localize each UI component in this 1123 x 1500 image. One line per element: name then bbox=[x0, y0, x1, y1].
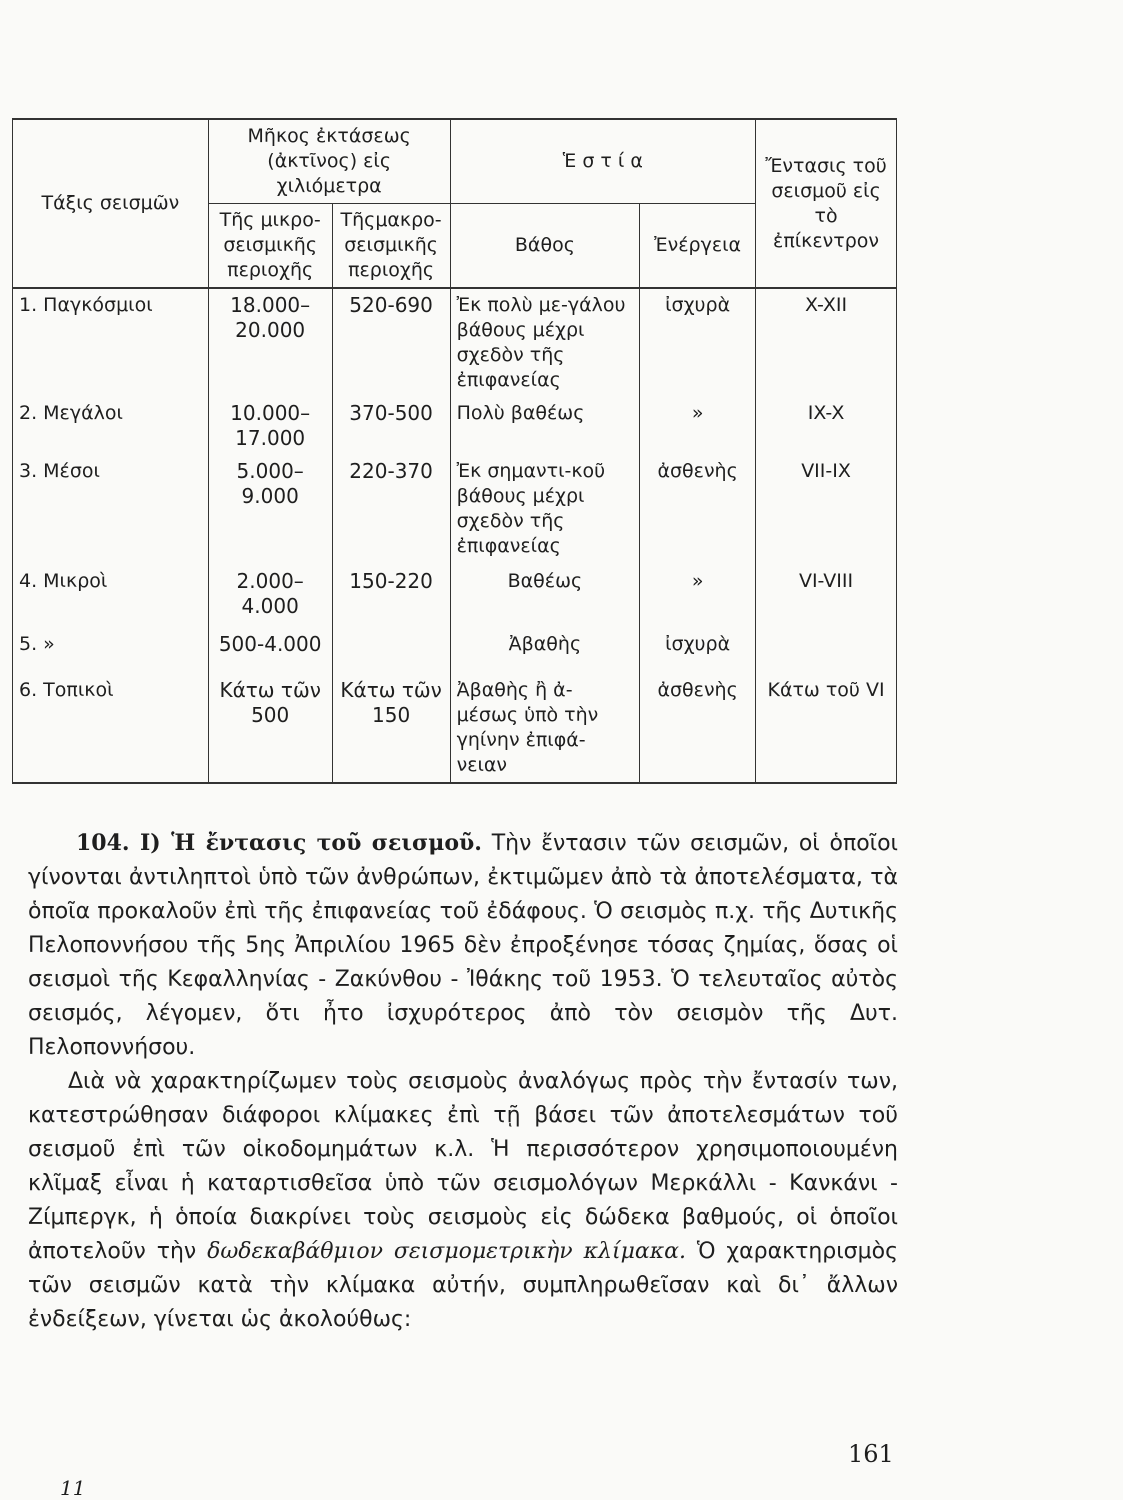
row-energy: ἀσθενὴς bbox=[640, 674, 756, 783]
paragraph-text: Διὰ νὰ χαρακτηρίζωμεν τοὺς σεισμοὺς ἀναλόγως πρὸς τὴν ἔντασίν των, κατεστρώθησαν διάφοροι κλίμακες ἐπὶ τῇ βάσει τῶν ἀποτελεσμάτων τοῦ σεισμοῦ ἐπὶ τῶν οἰκοδομημάτων κ.λ. Ἡ περισσότερον χρησιμοποιουμένη κλῖμαξ εἶναι ἡ καταρτισθεῖσα ὑπὸ τῶν σεισμολόγων Μερκάλλι - Κανκάνι - Ζίμπεργκ, ἡ ὁποία διακρίνει τοὺς σεισμοὺς εἰς δώδεκα βαθμούς, οἱ ὁποῖοι ἀποτελοῦν τὴν bbox=[28, 1069, 898, 1264]
row-micro: 500-4.000 bbox=[208, 628, 332, 674]
header-depth: Βάθος bbox=[450, 204, 640, 289]
row-class: 4. Μικροὶ bbox=[13, 565, 209, 628]
row-micro: 10.000– 17.000 bbox=[208, 397, 332, 455]
scale-term: δωδεκαβάθμιον σεισμομετρικὴν κλίμακα. bbox=[207, 1239, 686, 1264]
row-intensity: X-XII bbox=[756, 288, 897, 397]
row-energy: ἰσχυρὰ bbox=[640, 628, 756, 674]
row-class: 1. Παγκόσμιοι bbox=[13, 288, 209, 397]
row-intensity: Κάτω τοῦ VI bbox=[756, 674, 897, 783]
row-energy: » bbox=[640, 397, 756, 455]
row-macro bbox=[332, 628, 450, 674]
row-macro: 220-370 bbox=[332, 455, 450, 565]
paragraph-text: Τὴν ἔντασιν τῶν σεισμῶν, οἱ ὁποῖοι γίνονται ἀντιληπτοὶ ὑπὸ τῶν ἀνθρώπων, ἐκτιμῶμεν ἀπὸ τὰ ἀποτελέσματα, τὰ ὁποῖα προκαλοῦν ἐπὶ τῆς ἐπιφανείας τοῦ ἐδάφους. Ὁ σεισμὸς π.χ. τῆς Δυτικῆς Πελοποννήσου τῆς 5ης Ἀπριλίου 1965 δὲν ἐπροξένησε τόσας ζημίας, ὅσας οἱ σεισμοὶ τῆς Κεφαλληνίας - Ζακύνθου - Ἰθάκης τοῦ 1953. Ὁ τελευταῖος αὐτὸς σεισμός, λέγομεν, ὅτι ἦτο ἰσχυρότερος ἀπὸ τὸν σεισμὸν τῆς Δυτ. Πελοποννήσου. bbox=[28, 831, 899, 1060]
table-row bbox=[13, 288, 897, 397]
table-row bbox=[13, 628, 897, 674]
row-intensity: VI-VIII bbox=[756, 565, 897, 628]
table-row bbox=[13, 565, 897, 628]
row-intensity bbox=[756, 628, 897, 674]
header-intensity: Ἔντασις τοῦ σεισμοῦ εἰς τὸ ἐπίκεντρον bbox=[756, 119, 897, 288]
header-micro: Τῆς μικρο-σεισμικῆς περιοχῆς bbox=[208, 204, 332, 289]
row-micro: Κάτω τῶν 500 bbox=[208, 674, 332, 783]
row-depth: Ἀβαθὴς ἢ ἀ-μέσως ὑπὸ τὴν γηίνην ἐπιφά-νειαν bbox=[450, 674, 640, 783]
page-number: 161 bbox=[848, 1440, 894, 1468]
table-row bbox=[13, 674, 897, 783]
row-energy: » bbox=[640, 565, 756, 628]
row-depth: Ἐκ πολὺ με-γάλου βάθους μέχρι σχεδὸν τῆς ἐπιφανείας bbox=[450, 288, 640, 397]
row-micro: 5.000– 9.000 bbox=[208, 455, 332, 565]
row-micro: 18.000– 20.000 bbox=[208, 288, 332, 397]
row-depth: Ἐκ σημαντι-κοῦ βάθους μέχρι σχεδὸν τῆς ἐπιφανείας bbox=[450, 455, 640, 565]
header-macro: Τῆςμακρο-σεισμικῆς περιοχῆς bbox=[332, 204, 450, 289]
section-heading: 104. I) Ἡ ἔντασις τοῦ σεισμοῦ. bbox=[76, 830, 482, 856]
row-depth: Βαθέως bbox=[450, 565, 640, 628]
row-class: 6. Τοπικοὶ bbox=[13, 674, 209, 783]
header-class: Τάξις σεισμῶν bbox=[13, 119, 209, 288]
paragraph bbox=[28, 826, 898, 1065]
paragraph-text: Ὁ χαρακτηρισμὸς τῶν σεισμῶν κατὰ τὴν κλίμακα αὐτήν, συμπληρωθεῖσαν καὶ δι᾽ ἄλλων ἐνδείξεων, γίνεται ὡς ἀκολούθως: bbox=[28, 1239, 898, 1332]
row-macro: 370-500 bbox=[332, 397, 450, 455]
row-depth: Ἀβαθὴς bbox=[450, 628, 640, 674]
header-energy: Ἐνέργεια bbox=[640, 204, 756, 289]
row-energy: ἀσθενὴς bbox=[640, 455, 756, 565]
signature-mark: 11 bbox=[60, 1476, 86, 1500]
row-intensity: IX-X bbox=[756, 397, 897, 455]
row-intensity: VII-IX bbox=[756, 455, 897, 565]
header-length-group: Μῆκος ἐκτάσεως (ἀκτῖνος) εἰς χιλιόμετρα bbox=[208, 119, 450, 204]
row-macro: Κάτω τῶν 150 bbox=[332, 674, 450, 783]
row-class: 5. » bbox=[13, 628, 209, 674]
row-depth: Πολὺ βαθέως bbox=[450, 397, 640, 455]
section-104 bbox=[28, 826, 898, 1337]
row-macro: 150-220 bbox=[332, 565, 450, 628]
row-class: 2. Μεγάλοι bbox=[13, 397, 209, 455]
row-micro: 2.000– 4.000 bbox=[208, 565, 332, 628]
paragraph bbox=[28, 1065, 898, 1337]
table-row bbox=[13, 455, 897, 565]
row-macro: 520-690 bbox=[332, 288, 450, 397]
row-energy: ἰσχυρὰ bbox=[640, 288, 756, 397]
row-class: 3. Μέσοι bbox=[13, 455, 209, 565]
header-focus-group: Ἑ σ τ ί α bbox=[450, 119, 756, 204]
table-row bbox=[13, 397, 897, 455]
earthquake-classification-table bbox=[12, 118, 897, 784]
